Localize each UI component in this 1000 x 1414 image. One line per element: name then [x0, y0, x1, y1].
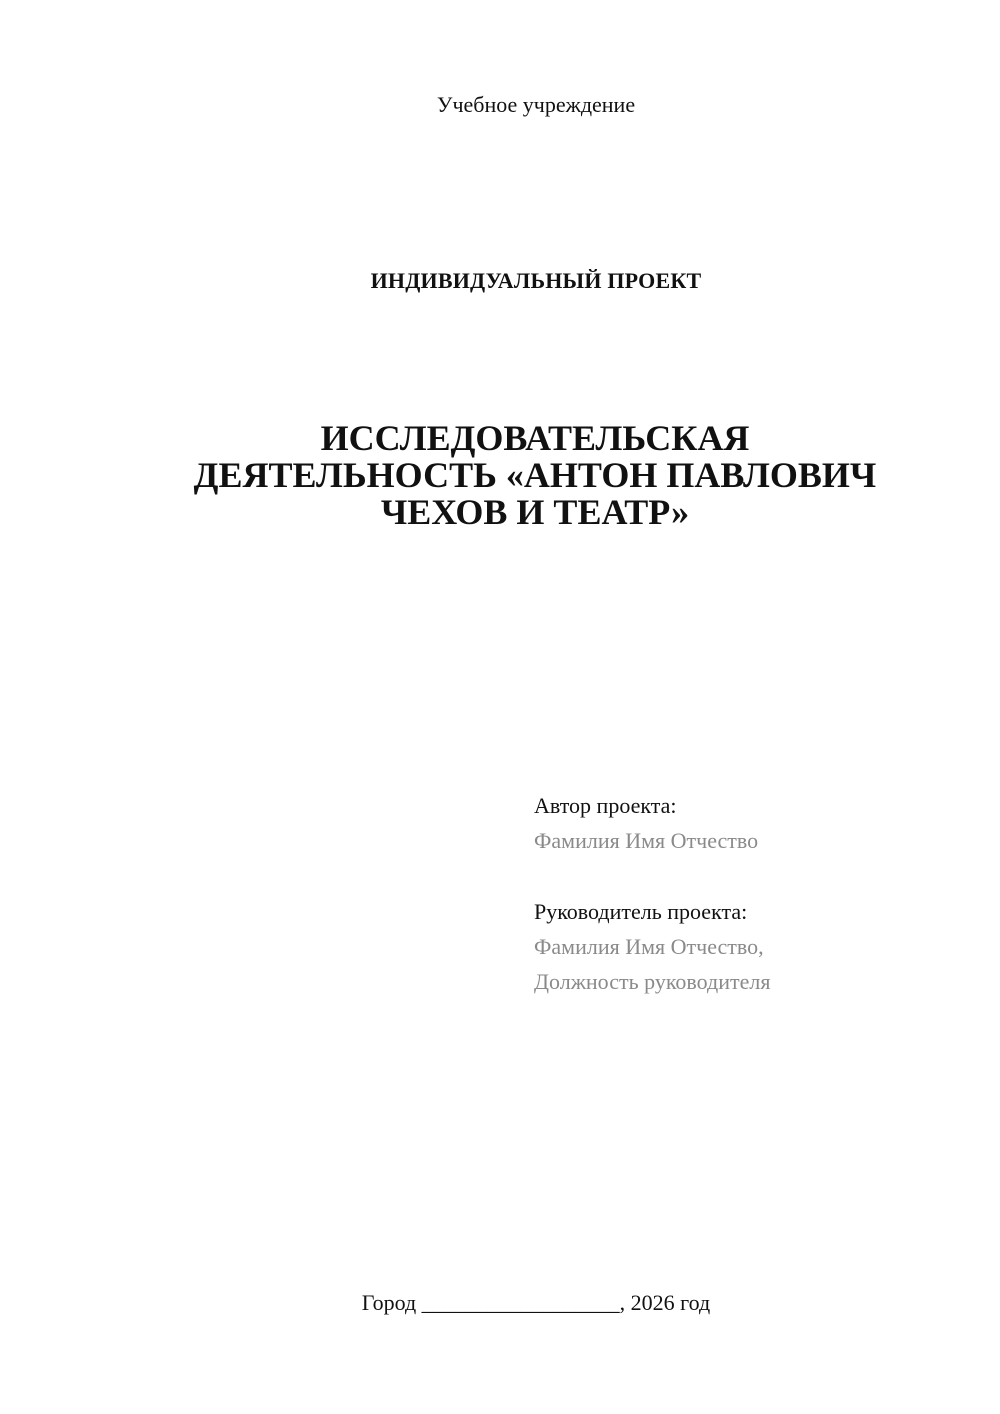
project-title-line-2: ДЕЯТЕЛЬНОСТЬ «АНТОН ПАВЛОВИЧ — [193, 455, 877, 495]
city-label: Город — [361, 1290, 417, 1315]
year-text: , 2026 год — [619, 1290, 711, 1315]
institution-name: Учебное учреждение — [436, 92, 636, 117]
supervisor-name: Фамилия Имя Отчество, — [534, 934, 764, 959]
city-blank: __________________ — [421, 1290, 620, 1315]
supervisor-label: Руководитель проекта: — [534, 899, 748, 924]
project-title-line-3: ЧЕХОВ И ТЕАТР» — [380, 492, 690, 532]
project-title-line-1: ИССЛЕДОВАТЕЛЬСКАЯ — [320, 418, 750, 458]
project-title — [160, 420, 910, 531]
author-name: Фамилия Имя Отчество — [534, 828, 759, 853]
supervisor-position: Должность руководителя — [534, 969, 771, 994]
city-year-line — [0, 1290, 1000, 1316]
project-type-heading: ИНДИВИДУАЛЬНЫЙ ПРОЕКТ — [370, 268, 702, 293]
author-label: Автор проекта: — [534, 793, 677, 818]
project-credits — [534, 788, 770, 999]
